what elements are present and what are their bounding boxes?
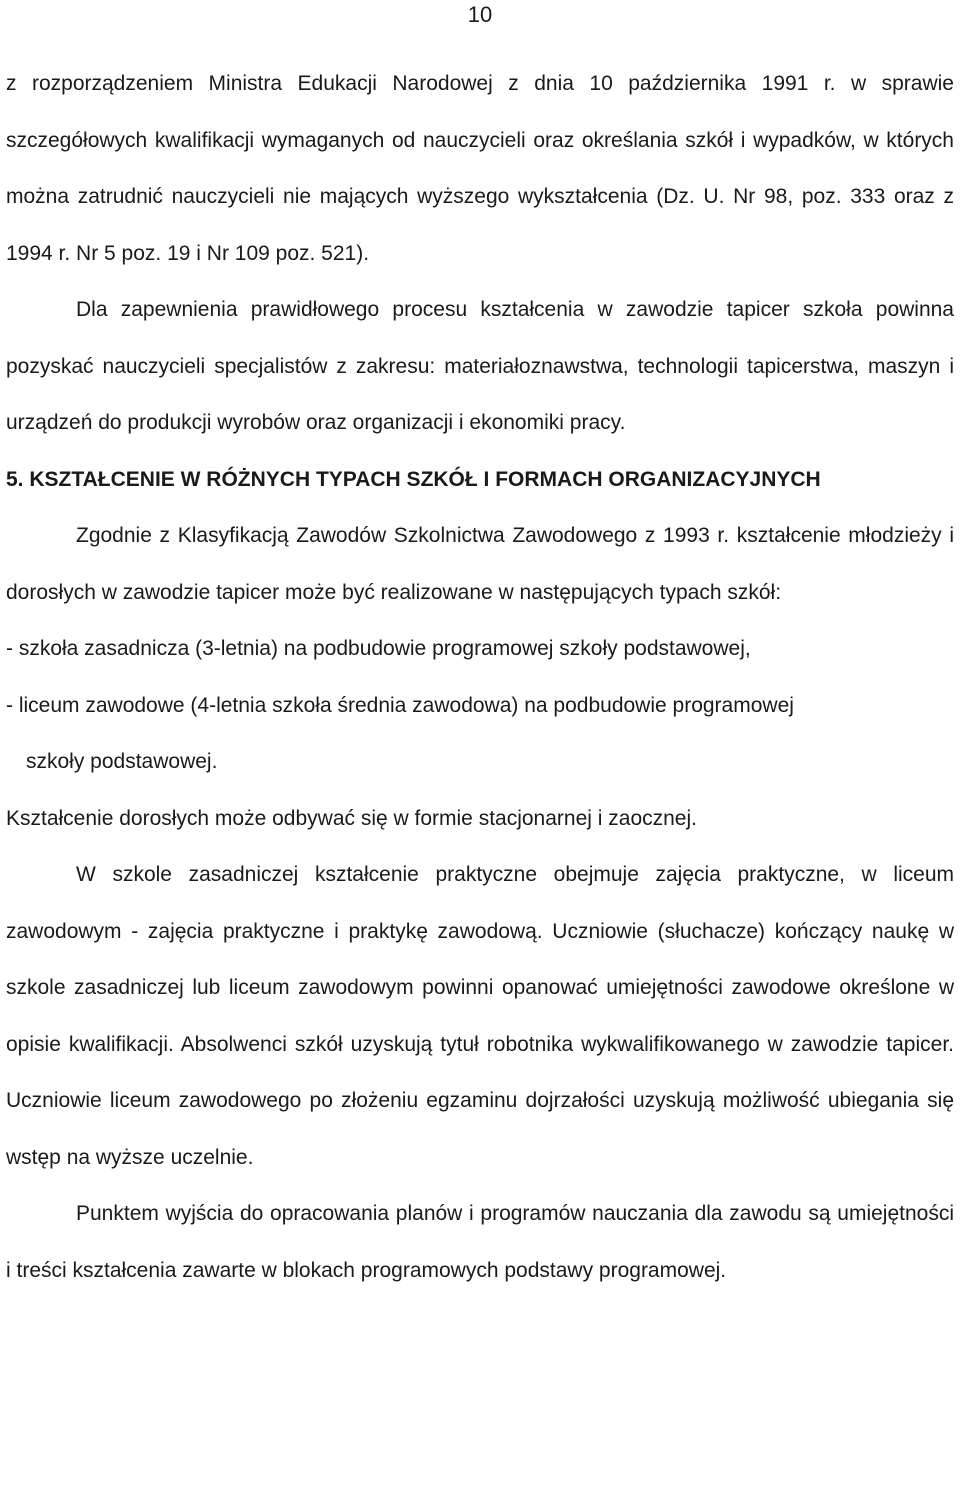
paragraph-adult-education: Kształcenie dorosłych może odbywać się w formie stacjonarnej i zaocznej.: [6, 806, 697, 830]
document-body: [6, 56, 954, 1299]
paragraph-teacher-requirements: Dla zapewnienia prawidłowego procesu kształcenia w zawodzie tapicer szkoła powinna pozyskać nauczycieli specjalistów z zakresu: materiałoznawstwa, technologii tapicerstwa, maszyn i urządzeń do produkcji wyrobów oraz organizacji i ekonomiki pracy.: [6, 298, 954, 434]
list-item-continuation: szkoły podstawowej.: [26, 750, 218, 773]
list-item: - szkoła zasadnicza (3-letnia) na podbudowie programowej szkoły podstawowej,: [6, 637, 751, 660]
paragraph-curriculum-basis: Punktem wyjścia do opracowania planów i programów nauczania dla zawodu są umiejętności i treści kształcenia zawarte w blokach programowych podstawy programowej.: [6, 1202, 954, 1282]
paragraph-practical-training: W szkole zasadniczej kształcenie praktyczne obejmuje zajęcia praktyczne, w liceum zawodowym - zajęcia praktyczne i praktykę zawodową. Uczniowie (słuchacze) kończący naukę w szkole zasadniczej lub liceum zawodowym powinni opanować umiejętności zawodowe określone w opisie kwalifikacji. Absolwenci szkół uzyskują tytuł robotnika wykwalifikowanego w zawodzie tapicer. Uczniowie liceum zawodowego po złożeniu egzaminu dojrzałości uzyskują możliwość ubiegania się wstęp na wyższe uczelnie.: [6, 863, 954, 1169]
list-item: - liceum zawodowe (4-letnia szkoła średnia zawodowa) na podbudowie programowej: [6, 693, 794, 717]
paragraph-classification: Zgodnie z Klasyfikacją Zawodów Szkolnictwa Zawodowego z 1993 r. kształcenie młodzieży i dorosłych w zawodzie tapicer może być realizowane w następujących typach szkół:: [6, 524, 954, 604]
section-heading: 5. KSZTAŁCENIE W RÓŻNYCH TYPACH SZKÓŁ I FORMACH ORGANIZACYJNYCH: [6, 467, 821, 491]
page-number: 10: [467, 2, 493, 27]
paragraph-regulation-reference: z rozporządzeniem Ministra Edukacji Narodowej z dnia 10 października 1991 r. w sprawie szczegółowych kwalifikacji wymaganych od nauczycieli oraz określania szkół i wypadków, w których można zatrudnić nauczycieli nie mających wyższego wykształcenia (Dz. U. Nr 98, poz. 333 oraz z 1994 r. Nr 5 poz. 19 i Nr 109 poz. 521).: [6, 72, 954, 265]
